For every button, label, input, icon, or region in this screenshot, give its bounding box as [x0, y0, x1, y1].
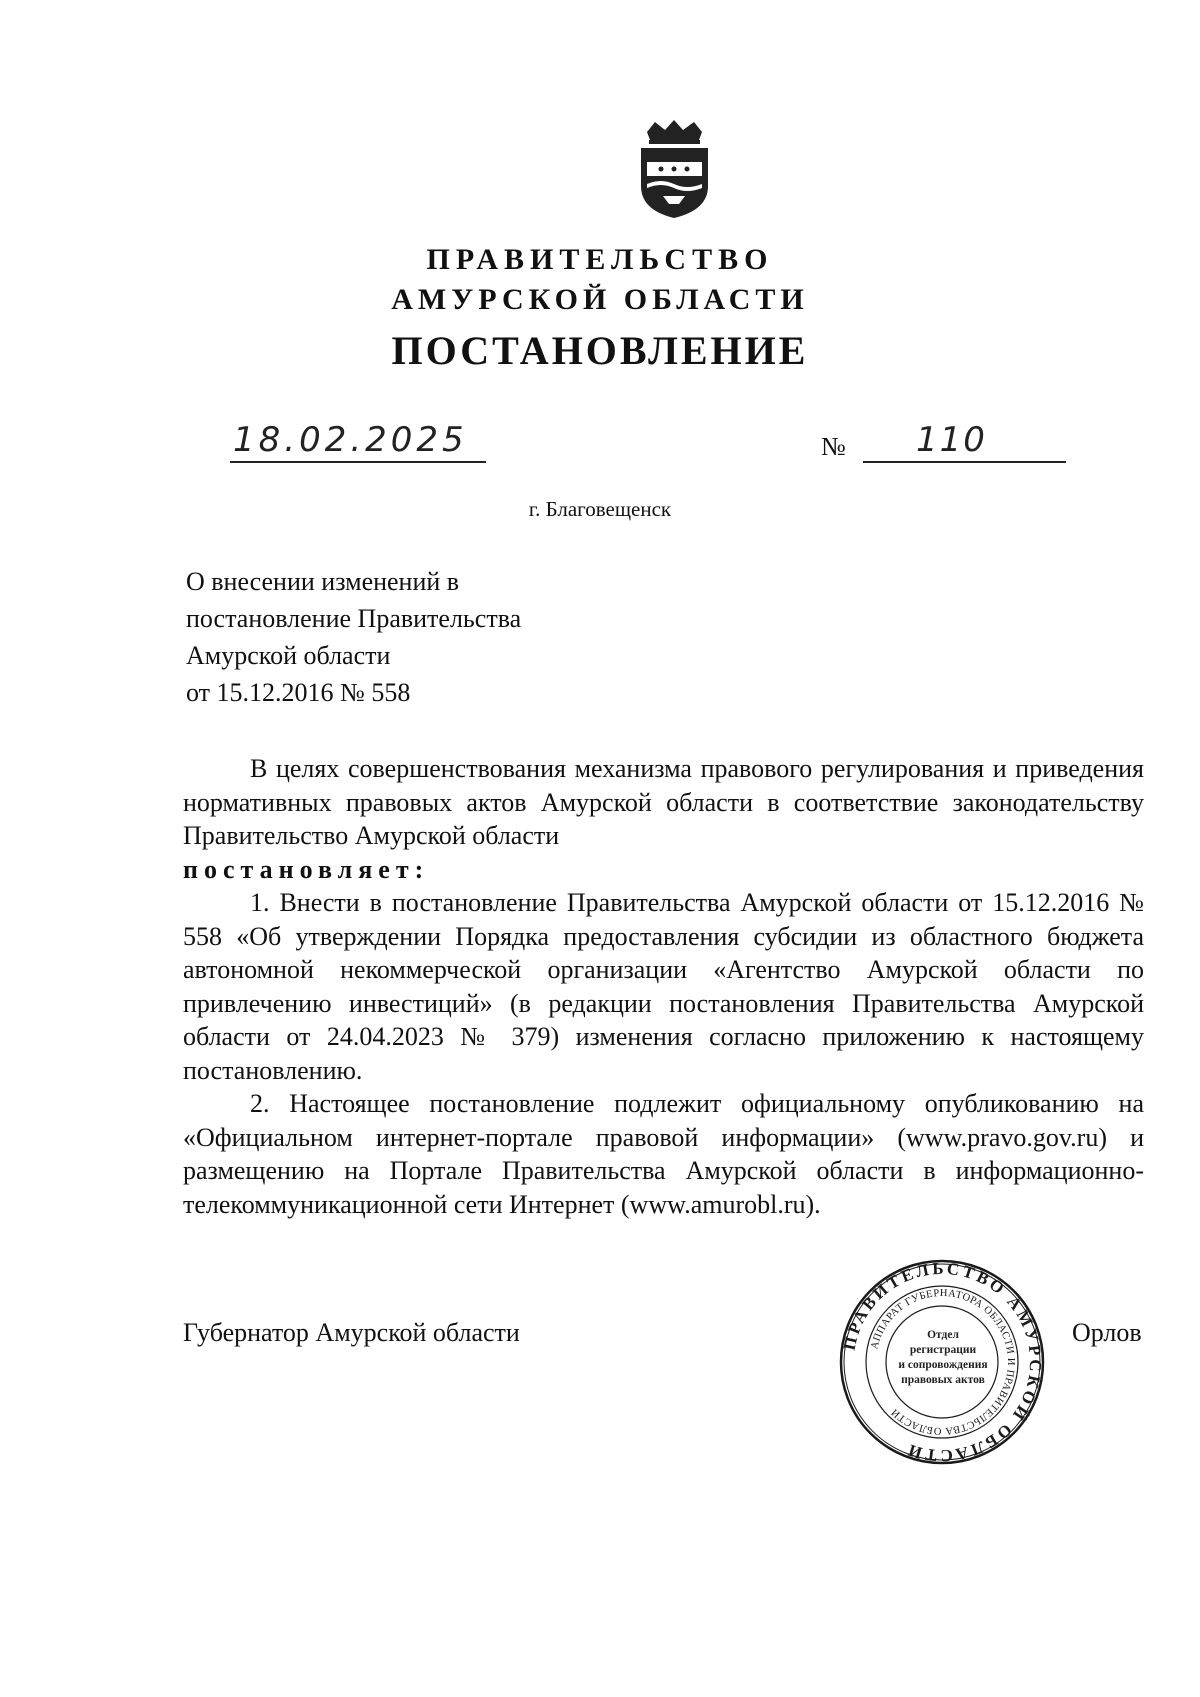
- signatory-name: Орлов: [1072, 1318, 1142, 1347]
- subject-block: [186, 563, 706, 711]
- subject-line: от 15.12.2016 № 558: [186, 678, 411, 707]
- handwritten-number: 110: [916, 420, 987, 460]
- number-underline: [863, 461, 1066, 463]
- resolution-body: [183, 752, 1144, 1221]
- subject-line: постановление Правительства: [186, 604, 522, 633]
- number-sign: №: [821, 432, 846, 461]
- subject-line: Амурской области: [186, 641, 391, 670]
- preamble-paragraph: В целях совершенствования механизма правового регулирования и приведения нормативных правовых актов Амурской области в соответствие законодательству Правительство Амурской области: [183, 754, 1144, 850]
- resolves-keyword: постановляет:: [183, 854, 430, 884]
- stamp-center-line: регистрации: [909, 1344, 977, 1356]
- stamp-center-text: [888, 1328, 998, 1388]
- header-line-2: АМУРСКОЙ ОБЛАСТИ: [391, 283, 809, 316]
- item-2-paragraph: 2. Настоящее постановление подлежит официальному опубликованию на «Официальном интернет-портале правовой информации» (www.pravo.gov.ru) и размещению на Портале Правительства Амурской области в информационно-телекоммуникационной сети Интернет (www.amurobl.ru).: [183, 1089, 1144, 1219]
- official-stamp: [838, 1258, 1046, 1466]
- handwritten-date: 18.02.2025: [233, 420, 468, 460]
- date-underline: [230, 461, 486, 463]
- header-line-1: ПРАВИТЕЛЬСТВО: [426, 243, 774, 276]
- stamp-inner-text: АППАРАТ ГУБЕРНАТОРА ОБЛАСТИ И ПРАВИТЕЛЬСТВА ОБЛАСТИ: [869, 1287, 1017, 1437]
- stamp-outer-text: ПРАВИТЕЛЬСТВО АМУРСКОЙ ОБЛАСТИ: [839, 1258, 1046, 1466]
- subject-line: О внесении изменений в: [186, 567, 460, 596]
- stamp-center-line: и сопровождения: [898, 1359, 988, 1371]
- signatory-title: Губернатор Амурской области: [183, 1318, 520, 1347]
- item-1-paragraph: 1. Внести в постановление Правительства Амурской области от 15.12.2016 № 558 «Об утверждении Порядка предоставления субсидии из областного бюджета автономной некоммерческой организации «Агентство Амурской области по привлечению инвестиций» (в редакции постановления Правительства Амурской области от 24.04.2023 № 379) изменения согласно приложению к настоящему постановлению.: [183, 888, 1144, 1085]
- stamp-center-line: правовых актов: [901, 1374, 985, 1386]
- city-line: г. Благовещенск: [528, 497, 672, 521]
- coat-of-arms-icon: [633, 118, 716, 220]
- document-type-title: ПОСТАНОВЛЕНИЕ: [391, 328, 809, 373]
- stamp-center-line: Отдел: [927, 1329, 959, 1341]
